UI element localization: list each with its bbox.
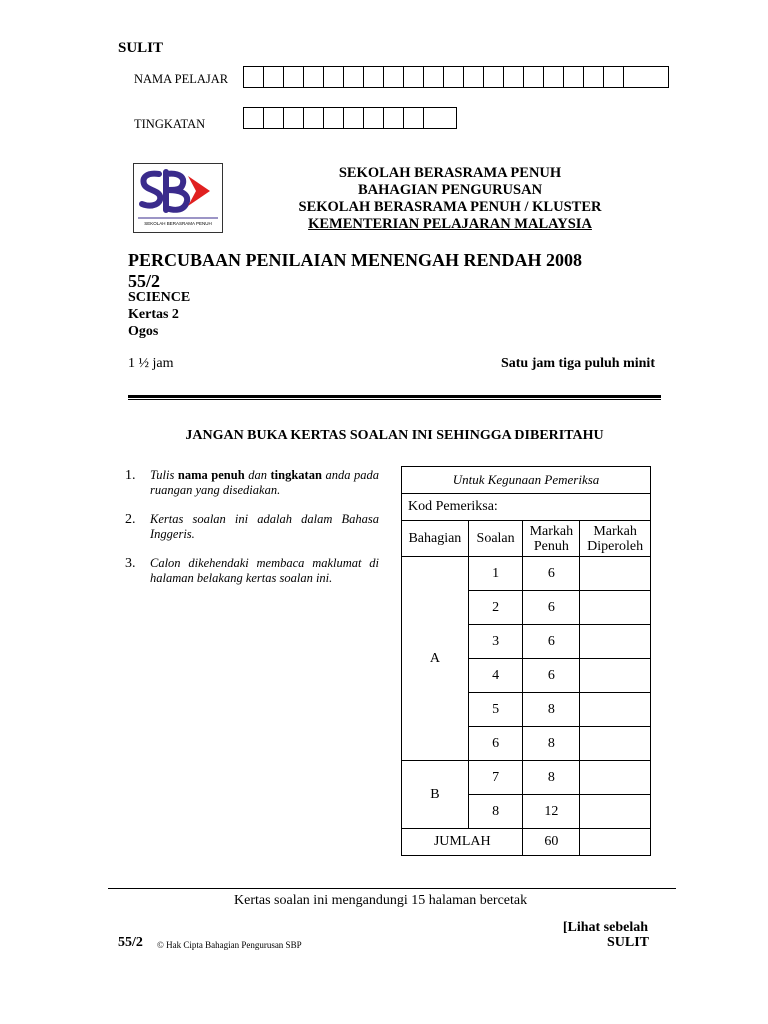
sbp-logo <box>133 163 223 233</box>
tingkatan-boxes[interactable] <box>243 107 457 129</box>
char-box[interactable] <box>304 67 324 87</box>
jumlah-diperoleh-cell[interactable] <box>580 829 651 856</box>
warning-text: JANGAN BUKA KERTAS SOALAN INI SEHINGGA DIBERITAHU <box>185 428 604 443</box>
char-box[interactable] <box>404 67 424 87</box>
markah-diperoleh-cell[interactable] <box>580 727 651 761</box>
soalan-cell: 6 <box>468 727 523 761</box>
nama-pelajar-label: NAMA PELAJAR <box>134 72 229 86</box>
char-box[interactable] <box>424 108 444 128</box>
soalan-cell: 4 <box>468 659 523 693</box>
char-box[interactable] <box>544 67 564 87</box>
exam-title: PERCUBAAN PENILAIAN MENENGAH RENDAH 2008 <box>128 250 583 270</box>
char-box[interactable] <box>264 67 284 87</box>
exam-subject: SCIENCE <box>128 290 191 305</box>
markah-penuh-cell: 8 <box>523 727 580 761</box>
markah-penuh-cell: 6 <box>523 557 580 591</box>
char-box[interactable] <box>564 67 584 87</box>
instruction-number: 1. <box>125 468 136 483</box>
char-box[interactable] <box>344 67 364 87</box>
table-title: Untuk Kegunaan Pemeriksa <box>402 467 651 494</box>
instruction-item-3 <box>125 556 379 586</box>
institution-line-3: SEKOLAH BERASRAMA PENUH / KLUSTER <box>298 199 602 215</box>
col-header-markah-diperoleh-line2: Diperoleh <box>587 538 644 554</box>
markah-penuh-cell: 8 <box>523 693 580 727</box>
footer-divider <box>108 888 676 889</box>
markah-diperoleh-cell[interactable] <box>580 795 651 829</box>
char-box[interactable] <box>284 67 304 87</box>
footer-sulit: SULIT <box>606 935 649 950</box>
char-box[interactable] <box>404 108 424 128</box>
char-box[interactable] <box>444 67 464 87</box>
markah-penuh-cell: 6 <box>523 659 580 693</box>
char-box[interactable] <box>264 108 284 128</box>
char-box[interactable] <box>384 67 404 87</box>
char-box[interactable] <box>504 67 524 87</box>
col-header-markah-diperoleh-line1: Markah <box>593 523 637 539</box>
section-b-label: B <box>402 761 469 829</box>
nama-pelajar-boxes[interactable] <box>243 66 669 88</box>
char-box[interactable] <box>384 108 404 128</box>
sulit-label: SULIT <box>118 40 164 56</box>
soalan-cell: 2 <box>468 591 523 625</box>
jumlah-label: JUMLAH <box>402 829 523 856</box>
col-header-markah-penuh-line1: Markah <box>529 523 574 539</box>
markah-penuh-cell: 8 <box>523 761 580 795</box>
instruction-number: 2. <box>125 512 136 527</box>
char-box[interactable] <box>484 67 504 87</box>
char-box[interactable] <box>624 67 644 87</box>
instruction-text: Kertas soalan ini adalah dalam Bahasa Inggeris. <box>150 512 379 541</box>
markah-diperoleh-cell[interactable] <box>580 761 651 795</box>
section-a-label: A <box>402 557 469 761</box>
page-count-text: Kertas soalan ini mengandungi 15 halaman bercetak <box>234 893 528 908</box>
char-box[interactable] <box>304 108 324 128</box>
char-box[interactable] <box>324 67 344 87</box>
header-divider <box>128 395 661 398</box>
kod-pemeriksa-label: Kod Pemeriksa: <box>402 494 651 521</box>
markah-penuh-cell: 6 <box>523 591 580 625</box>
markah-penuh-cell: 6 <box>523 625 580 659</box>
char-box[interactable] <box>344 108 364 128</box>
table-row-total <box>402 829 651 856</box>
copyright-text: © Hak Cipta Bahagian Pengurusan SBP <box>157 940 302 950</box>
char-box[interactable] <box>324 108 344 128</box>
soalan-cell: 1 <box>468 557 523 591</box>
table-row <box>402 557 651 591</box>
markah-diperoleh-cell[interactable] <box>580 557 651 591</box>
footer-code: 55/2 <box>118 935 143 950</box>
char-box[interactable] <box>464 67 484 87</box>
institution-line-2: BAHAGIAN PENGURUSAN <box>357 182 543 198</box>
examiner-table <box>401 466 651 856</box>
col-header-markah-diperoleh <box>580 521 651 557</box>
char-box[interactable] <box>584 67 604 87</box>
instruction-number: 3. <box>125 556 136 571</box>
header-divider-thin <box>128 399 661 400</box>
exam-duration-words: Satu jam tiga puluh minit <box>500 356 655 371</box>
markah-diperoleh-cell[interactable] <box>580 591 651 625</box>
exam-month: Ogos <box>128 324 159 339</box>
char-box[interactable] <box>604 67 624 87</box>
soalan-cell: 8 <box>468 795 523 829</box>
char-box[interactable] <box>424 67 444 87</box>
instruction-text: Tulis <box>150 468 178 482</box>
instruction-item-2 <box>125 512 379 542</box>
instruction-text: anda pada ruangan yang disediakan. <box>150 468 379 497</box>
instruction-item-1 <box>125 468 379 498</box>
institution-line-4: KEMENTERIAN PELAJARAN MALAYSIA <box>308 216 592 232</box>
tingkatan-label: TINGKATAN <box>134 117 206 131</box>
instruction-text: Calon dikehendaki membaca maklumat di halaman belakang kertas soalan ini. <box>150 556 379 585</box>
soalan-cell: 3 <box>468 625 523 659</box>
col-header-soalan: Soalan <box>468 521 523 557</box>
markah-penuh-cell: 12 <box>523 795 580 829</box>
soalan-cell: 5 <box>468 693 523 727</box>
markah-diperoleh-cell[interactable] <box>580 659 651 693</box>
exam-duration: 1 ½ jam <box>128 356 174 371</box>
col-header-markah-penuh-line2: Penuh <box>533 538 569 554</box>
instruction-bold-tingkatan: tingkatan <box>270 468 322 482</box>
char-box[interactable] <box>244 108 264 128</box>
char-box[interactable] <box>364 108 384 128</box>
markah-diperoleh-cell[interactable] <box>580 693 651 727</box>
col-header-bahagian: Bahagian <box>402 521 469 557</box>
char-box[interactable] <box>364 67 384 87</box>
jumlah-value: 60 <box>523 829 580 856</box>
exam-paper: Kertas 2 <box>128 307 179 322</box>
lihat-sebelah: [Lihat sebelah <box>562 920 648 935</box>
instruction-text: dan <box>244 468 271 482</box>
instruction-bold-nama: nama penuh <box>177 468 245 482</box>
logo-caption: SEKOLAH BERASRAMA PENUH <box>144 221 212 226</box>
exam-code: 55/2 <box>128 271 161 291</box>
instructions <box>125 468 379 600</box>
char-box[interactable] <box>244 67 264 87</box>
table-row <box>402 761 651 795</box>
markah-diperoleh-cell[interactable] <box>580 625 651 659</box>
char-box[interactable] <box>284 108 304 128</box>
char-box[interactable] <box>524 67 544 87</box>
soalan-cell: 7 <box>468 761 523 795</box>
col-header-markah-penuh <box>523 521 580 557</box>
institution-line-1: SEKOLAH BERASRAMA PENUH <box>338 165 562 181</box>
